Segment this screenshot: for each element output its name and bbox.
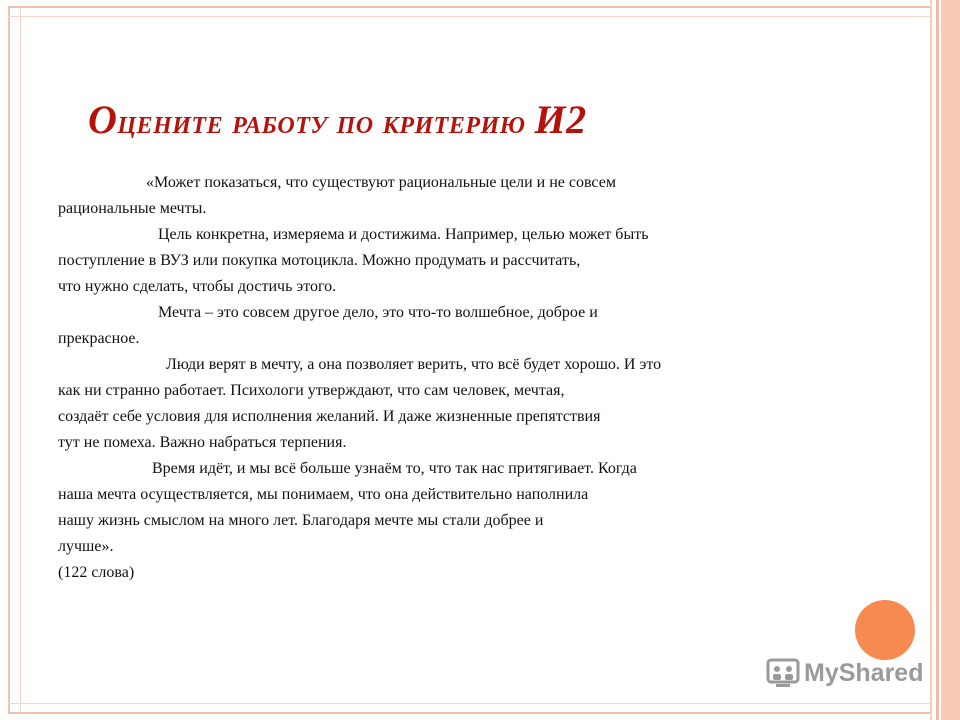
text-line: создаёт себе условия для исполнения желаний. И даже жизненные препятствия xyxy=(58,408,601,425)
text-line: рациональные мечты. xyxy=(58,200,207,217)
slide-frame-bottom xyxy=(8,703,930,714)
slide-frame-top xyxy=(8,6,930,17)
text-line: Мечта – это совсем другое дело, это что-то волшебное, доброе и xyxy=(158,304,598,321)
people-screen-icon xyxy=(766,656,800,690)
right-decorative-stripes xyxy=(930,0,960,720)
text-line: поступление в ВУЗ или покупка мотоцикла. Можно продумать и рассчитать, xyxy=(58,252,581,269)
orange-circle-decoration xyxy=(855,600,915,660)
text-line: тут не помеха. Важно набраться терпения. xyxy=(58,434,347,451)
slide-frame-left xyxy=(8,6,21,714)
text-line: как ни странно работает. Психологи утверждают, что сам человек, мечтая, xyxy=(58,382,565,399)
text-line: Цель конкретна, измеряема и достижима. Например, целью может быть xyxy=(158,226,649,243)
text-line: Время идёт, и мы всё больше узнаём то, что так нас притягивает. Когда xyxy=(152,460,637,477)
myshared-logo xyxy=(766,656,923,690)
logo-text: MyShared xyxy=(804,658,924,687)
title-criterion: И2 xyxy=(534,97,587,142)
text-block xyxy=(58,170,838,586)
title-rest: цените работу по критерию xyxy=(117,104,535,141)
slide-title xyxy=(88,96,587,143)
text-line: наша мечта осуществляется, мы понимаем, что она действительно наполнила xyxy=(58,486,589,503)
text-line: что нужно сделать, чтобы достичь этого. xyxy=(58,278,337,295)
text-line: «Может показаться, что существуют рациональные цели и не совсем xyxy=(146,174,616,191)
text-line: Люди верят в мечту, а она позволяет верить, что всё будет хорошо. И это xyxy=(166,356,662,373)
text-line: нашу жизнь смыслом на много лет. Благодаря мечте мы стали добрее и xyxy=(58,512,544,529)
text-line: (122 слова) xyxy=(58,564,135,581)
text-line: лучше». xyxy=(58,538,114,555)
text-line: прекрасное. xyxy=(58,330,140,347)
title-first-letter: О xyxy=(88,97,118,142)
